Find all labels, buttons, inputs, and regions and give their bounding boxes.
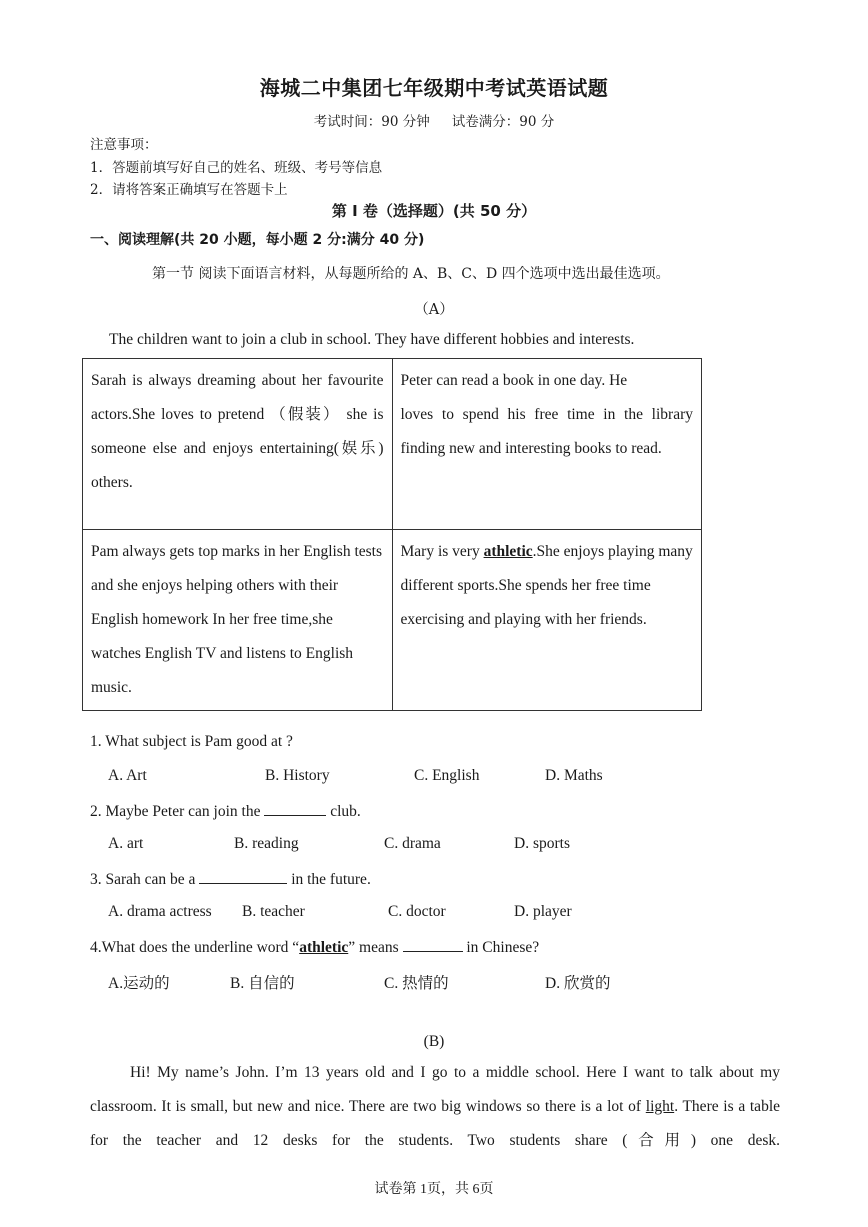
passage-a-label: （A）: [414, 302, 454, 318]
answer-blank: [403, 937, 463, 952]
underlined-word: light: [645, 1098, 675, 1115]
section-instruction: 第一节 阅读下面语言材料，从每题所给的 A、B、C、D 四个选项中选出最佳选项。: [152, 266, 670, 282]
club-profiles-table: [82, 358, 702, 711]
question-3-text: 3. Sarah can be a: [90, 871, 196, 888]
profile-mary-text: .She enjoys playing many different sports.She spends her free time exercising and playing with her friends.: [400, 543, 693, 628]
question-2-option-d: D. sports: [514, 835, 570, 852]
question-4-stem: [90, 937, 539, 957]
question-2-option-b: B. reading: [234, 835, 299, 852]
question-3-stem: [90, 869, 371, 889]
question-3-option-d: D. player: [514, 903, 572, 920]
question-3-option-a: A. drama actress: [108, 903, 212, 920]
notes-heading: 注意事项：: [90, 137, 158, 153]
underlined-word: athletic: [299, 939, 349, 956]
question-1-option-d: D. Maths: [545, 767, 603, 784]
note-item: 2．请将答案正确填写在答题卡上: [90, 182, 288, 198]
question-3-text: in the future.: [291, 871, 371, 888]
question-4-text: in Chinese?: [466, 939, 540, 956]
note-item: 1．答题前填写好自己的姓名、班级、考号等信息: [90, 160, 383, 176]
page-footer: 试卷第 1页，共 6页: [374, 1182, 494, 1197]
question-3-option-b: B. teacher: [242, 903, 305, 920]
section-heading: 一、阅读理解(共 20 小题，每小题 2 分:满分 40 分): [90, 232, 425, 248]
profile-peter: [392, 359, 702, 530]
profile-mary-text: Mary is very: [400, 543, 484, 560]
question-2-text: club.: [330, 803, 361, 820]
profile-sarah: Sarah is always dreaming about her favourite actors.She loves to pretend （假装） she is someone else and enjoys entertaining(娱乐) others.: [83, 359, 393, 530]
answer-blank: [264, 801, 326, 816]
part-heading: 第 I 卷（选择题）(共 50 分）: [331, 202, 537, 220]
underlined-word: athletic: [483, 543, 533, 560]
question-2-text: 2. Maybe Peter can join the: [90, 803, 261, 820]
question-1-option-b: B. History: [265, 767, 330, 784]
passage-b-label: (B): [423, 1033, 445, 1050]
question-3-option-c: C. doctor: [388, 903, 446, 920]
question-1-stem: 1. What subject is Pam good at ?: [90, 733, 293, 750]
question-4-text: ” means: [348, 939, 399, 956]
passage-b-sentence: Hi! My name’s John. I’m 13 years old and I go to a middle school. Here I want to talk about my classroom. It is small, but new and nice. There are two big windows so there is a lot of: [90, 1064, 780, 1115]
exam-title: 海城二中集团七年级期中考试英语试题: [259, 76, 609, 100]
question-4-option-c: C. 热情的: [384, 975, 449, 992]
profile-peter-rest: loves to spend his free time in the library finding new and interesting books to read.: [400, 406, 693, 457]
question-1-option-c: C. English: [414, 767, 480, 784]
profile-pam: Pam always gets top marks in her English tests and she enjoys helping others with their English homework In her free time,she watches English TV and listens to English music.: [83, 530, 393, 711]
question-4-option-d: D. 欣赏的: [545, 975, 611, 992]
question-2-stem: [90, 801, 361, 821]
passage-b-text: [90, 1056, 780, 1158]
question-2-option-c: C. drama: [384, 835, 441, 852]
question-4-option-b: B. 自信的: [230, 975, 295, 992]
question-4-option-a: A.运动的: [108, 975, 170, 992]
passage-b-sentence: . There is a table for the teacher and 12 desks for the students. Two students share (合用) one desk.: [90, 1098, 781, 1149]
profile-mary: [392, 530, 702, 711]
profile-peter-line1: Peter can read a book in one day. He: [400, 372, 628, 389]
question-2-option-a: A. art: [108, 835, 144, 852]
answer-blank: [199, 869, 287, 884]
question-1-option-a: A. Art: [108, 767, 147, 784]
passage-a-intro: The children want to join a club in school. They have different hobbies and interests.: [109, 331, 635, 348]
question-4-text: 4.What does the underline word “: [90, 939, 300, 956]
exam-time: 考试时间：90 分钟: [313, 114, 430, 130]
exam-score: 试卷满分：90 分: [451, 114, 555, 130]
exam-info: [0, 110, 868, 130]
